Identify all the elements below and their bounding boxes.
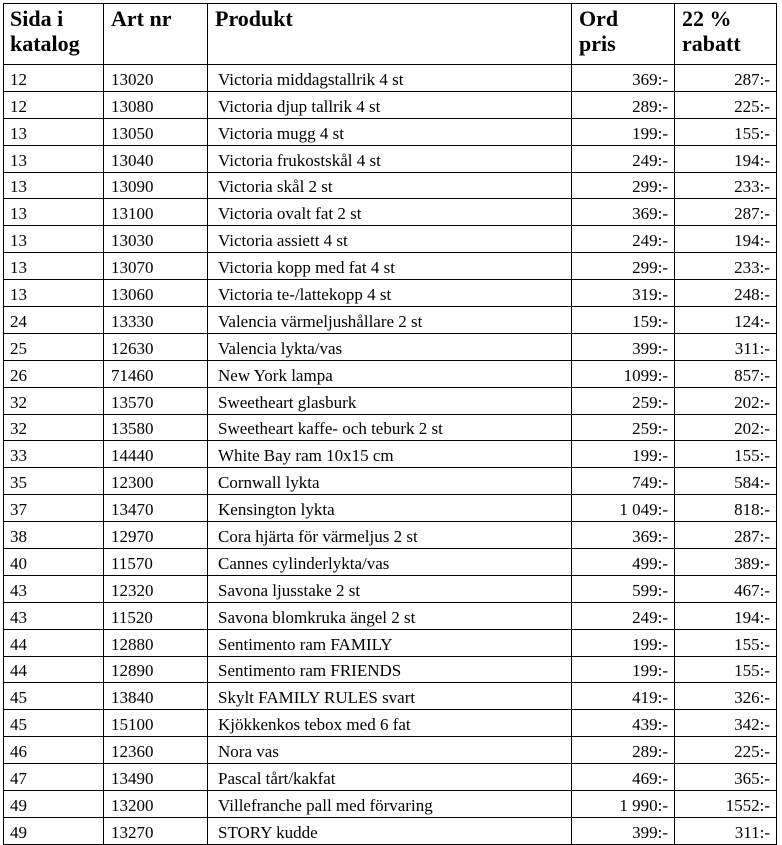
regular-price-cell: 199:-	[572, 118, 675, 145]
product-name-cell: Victoria ovalt fat 2 st	[208, 199, 572, 226]
product-name-cell: STORY kudde	[208, 817, 572, 844]
catalog-page-cell: 38	[4, 522, 104, 549]
table-row	[4, 549, 777, 576]
catalog-page-cell: 32	[4, 387, 104, 414]
product-name-cell: Valencia lykta/vas	[208, 333, 572, 360]
article-number-cell: 13490	[104, 764, 208, 791]
header-row	[4, 4, 777, 65]
article-number-cell: 13470	[104, 495, 208, 522]
discount-price-cell: 202:-	[675, 387, 777, 414]
discount-price-cell: 467:-	[675, 575, 777, 602]
table-row	[4, 118, 777, 145]
table-row	[4, 683, 777, 710]
table-row	[4, 307, 777, 334]
catalog-page-cell: 33	[4, 441, 104, 468]
regular-price-cell: 599:-	[572, 575, 675, 602]
product-header-line: Produkt	[215, 6, 293, 31]
article-number-cell: 13060	[104, 280, 208, 307]
product-name-cell: Victoria frukostskål 4 st	[208, 145, 572, 172]
discount-price-cell: 248:-	[675, 280, 777, 307]
article-number-cell: 13020	[104, 65, 208, 92]
product-name-cell: Nora vas	[208, 737, 572, 764]
catalog-page-cell: 13	[4, 226, 104, 253]
catalog-page-cell: 35	[4, 468, 104, 495]
discount-price-cell: 155:-	[675, 441, 777, 468]
catalog-page-cell: 45	[4, 710, 104, 737]
article-number-cell: 13330	[104, 307, 208, 334]
article-number-cell: 13580	[104, 414, 208, 441]
product-name-cell: Savona ljusstake 2 st	[208, 575, 572, 602]
article-number-cell: 12360	[104, 737, 208, 764]
regular-price-cell: 369:-	[572, 65, 675, 92]
article-number-cell: 13100	[104, 199, 208, 226]
article-number-cell: 12320	[104, 575, 208, 602]
catalog-page-cell: 49	[4, 791, 104, 818]
article-number-cell: 11520	[104, 602, 208, 629]
table-row	[4, 522, 777, 549]
catalog-page-cell: 46	[4, 737, 104, 764]
regular-price-cell: 1 049:-	[572, 495, 675, 522]
discount-price-cell: 233:-	[675, 172, 777, 199]
product-name-cell: Sentimento ram FRIENDS	[208, 656, 572, 683]
product-name-cell: Kjökkenkos tebox med 6 fat	[208, 710, 572, 737]
catalog-page-cell: 26	[4, 360, 104, 387]
product-name-cell: Sweetheart kaffe- och teburk 2 st	[208, 414, 572, 441]
discount-price-cell: 365:-	[675, 764, 777, 791]
regular-price-cell: 259:-	[572, 387, 675, 414]
discount-price-cell: 194:-	[675, 145, 777, 172]
regular-price-cell: 289:-	[572, 737, 675, 764]
catalog-page-cell: 13	[4, 199, 104, 226]
discount-price-cell: 287:-	[675, 65, 777, 92]
catalog-page-cell: 43	[4, 575, 104, 602]
regular-price-cell: 1099:-	[572, 360, 675, 387]
table-row	[4, 65, 777, 92]
discount-price-cell: 155:-	[675, 629, 777, 656]
catalog-page-cell: 49	[4, 817, 104, 844]
product-name-cell: Victoria mugg 4 st	[208, 118, 572, 145]
catalog-page-cell: 44	[4, 656, 104, 683]
discount-price-cell: 225:-	[675, 91, 777, 118]
table-row	[4, 360, 777, 387]
table-row	[4, 575, 777, 602]
article-number-cell: 12970	[104, 522, 208, 549]
table-row	[4, 791, 777, 818]
discount-price-cell: 225:-	[675, 737, 777, 764]
catalog-page-cell: 44	[4, 629, 104, 656]
article-number-cell: 13200	[104, 791, 208, 818]
table-row	[4, 333, 777, 360]
discount-price-cell: 202:-	[675, 414, 777, 441]
table-row	[4, 414, 777, 441]
catalog-page-cell: 32	[4, 414, 104, 441]
table-row	[4, 387, 777, 414]
article-number-cell: 13070	[104, 253, 208, 280]
catalog-page-header-line: Sida i	[10, 6, 64, 31]
article-number-cell: 71460	[104, 360, 208, 387]
article-number-cell: 14440	[104, 441, 208, 468]
discount-price-cell: 818:-	[675, 495, 777, 522]
product-name-cell: New York lampa	[208, 360, 572, 387]
product-name-cell: Villefranche pall med förvaring	[208, 791, 572, 818]
catalog-page-cell: 43	[4, 602, 104, 629]
table-row	[4, 253, 777, 280]
catalog-page-header	[4, 4, 104, 65]
regular-price-cell: 319:-	[572, 280, 675, 307]
regular-price-header-line: Ord	[579, 6, 619, 31]
catalog-page-cell: 13	[4, 280, 104, 307]
discount-price-cell: 287:-	[675, 199, 777, 226]
regular-price-cell: 399:-	[572, 817, 675, 844]
article-number-header	[104, 4, 208, 65]
regular-price-cell: 369:-	[572, 199, 675, 226]
regular-price-cell: 199:-	[572, 656, 675, 683]
catalog-page-cell: 47	[4, 764, 104, 791]
discount-price-header-line: rabatt	[682, 31, 741, 56]
catalog-page-header-line: katalog	[10, 31, 80, 56]
discount-price-cell: 311:-	[675, 333, 777, 360]
table-row	[4, 495, 777, 522]
regular-price-cell: 199:-	[572, 629, 675, 656]
table-row	[4, 226, 777, 253]
discount-price-header-line: 22 %	[682, 6, 732, 31]
regular-price-cell: 249:-	[572, 226, 675, 253]
table-row	[4, 817, 777, 844]
table-row	[4, 145, 777, 172]
product-name-cell: Victoria djup tallrik 4 st	[208, 91, 572, 118]
product-name-cell: Cannes cylinderlykta/vas	[208, 549, 572, 576]
product-name-cell: Valencia värmeljushållare 2 st	[208, 307, 572, 334]
table-row	[4, 172, 777, 199]
price-table	[3, 3, 777, 845]
regular-price-cell: 259:-	[572, 414, 675, 441]
discount-price-cell: 326:-	[675, 683, 777, 710]
catalog-page-cell: 40	[4, 549, 104, 576]
article-number-cell: 11570	[104, 549, 208, 576]
table-row	[4, 280, 777, 307]
discount-price-cell: 194:-	[675, 602, 777, 629]
product-name-cell: White Bay ram 10x15 cm	[208, 441, 572, 468]
discount-price-cell: 194:-	[675, 226, 777, 253]
regular-price-cell: 469:-	[572, 764, 675, 791]
discount-price-cell: 857:-	[675, 360, 777, 387]
product-name-cell: Savona blomkruka ängel 2 st	[208, 602, 572, 629]
regular-price-cell: 299:-	[572, 172, 675, 199]
table-body	[4, 65, 777, 845]
article-number-cell: 13050	[104, 118, 208, 145]
discount-price-cell: 233:-	[675, 253, 777, 280]
catalog-page-cell: 13	[4, 253, 104, 280]
regular-price-cell: 419:-	[572, 683, 675, 710]
product-name-cell: Skylt FAMILY RULES svart	[208, 683, 572, 710]
regular-price-header	[572, 4, 675, 65]
table-row	[4, 602, 777, 629]
product-name-cell: Sweetheart glasburk	[208, 387, 572, 414]
article-number-cell: 13570	[104, 387, 208, 414]
article-number-cell: 13080	[104, 91, 208, 118]
table-row	[4, 468, 777, 495]
article-number-cell: 13840	[104, 683, 208, 710]
catalog-page-cell: 24	[4, 307, 104, 334]
product-name-cell: Cora hjärta för värmeljus 2 st	[208, 522, 572, 549]
discount-price-cell: 155:-	[675, 118, 777, 145]
catalog-page-cell: 12	[4, 91, 104, 118]
regular-price-cell: 749:-	[572, 468, 675, 495]
table-row	[4, 710, 777, 737]
regular-price-cell: 249:-	[572, 602, 675, 629]
regular-price-cell: 399:-	[572, 333, 675, 360]
table-row	[4, 764, 777, 791]
discount-price-cell: 389:-	[675, 549, 777, 576]
discount-price-header	[675, 4, 777, 65]
regular-price-cell: 199:-	[572, 441, 675, 468]
discount-price-cell: 287:-	[675, 522, 777, 549]
table-row	[4, 656, 777, 683]
regular-price-cell: 369:-	[572, 522, 675, 549]
regular-price-cell: 499:-	[572, 549, 675, 576]
article-number-cell: 12880	[104, 629, 208, 656]
discount-price-cell: 342:-	[675, 710, 777, 737]
product-name-cell: Cornwall lykta	[208, 468, 572, 495]
article-number-cell: 13030	[104, 226, 208, 253]
product-name-cell: Victoria skål 2 st	[208, 172, 572, 199]
product-name-cell: Victoria middagstallrik 4 st	[208, 65, 572, 92]
discount-price-cell: 124:-	[675, 307, 777, 334]
product-name-cell: Pascal tårt/kakfat	[208, 764, 572, 791]
catalog-page-cell: 13	[4, 118, 104, 145]
article-number-cell: 13270	[104, 817, 208, 844]
catalog-page-cell: 13	[4, 145, 104, 172]
regular-price-cell: 159:-	[572, 307, 675, 334]
table-row	[4, 629, 777, 656]
table-row	[4, 737, 777, 764]
product-name-cell: Kensington lykta	[208, 495, 572, 522]
article-number-cell: 12300	[104, 468, 208, 495]
product-header	[208, 4, 572, 65]
article-number-cell: 12890	[104, 656, 208, 683]
table-row	[4, 441, 777, 468]
regular-price-cell: 249:-	[572, 145, 675, 172]
product-name-cell: Victoria kopp med fat 4 st	[208, 253, 572, 280]
product-name-cell: Victoria te-/lattekopp 4 st	[208, 280, 572, 307]
table-row	[4, 199, 777, 226]
catalog-page-cell: 13	[4, 172, 104, 199]
regular-price-header-line: pris	[579, 31, 616, 56]
article-number-header-line: Art nr	[111, 6, 172, 31]
discount-price-cell: 584:-	[675, 468, 777, 495]
regular-price-cell: 289:-	[572, 91, 675, 118]
article-number-cell: 13040	[104, 145, 208, 172]
product-name-cell: Sentimento ram FAMILY	[208, 629, 572, 656]
article-number-cell: 15100	[104, 710, 208, 737]
catalog-page-cell: 37	[4, 495, 104, 522]
catalog-page-cell: 12	[4, 65, 104, 92]
table-row	[4, 91, 777, 118]
article-number-cell: 13090	[104, 172, 208, 199]
regular-price-cell: 299:-	[572, 253, 675, 280]
catalog-page-cell: 45	[4, 683, 104, 710]
discount-price-cell: 155:-	[675, 656, 777, 683]
regular-price-cell: 1 990:-	[572, 791, 675, 818]
product-name-cell: Victoria assiett 4 st	[208, 226, 572, 253]
discount-price-cell: 1552:-	[675, 791, 777, 818]
regular-price-cell: 439:-	[572, 710, 675, 737]
catalog-page-cell: 25	[4, 333, 104, 360]
article-number-cell: 12630	[104, 333, 208, 360]
discount-price-cell: 311:-	[675, 817, 777, 844]
